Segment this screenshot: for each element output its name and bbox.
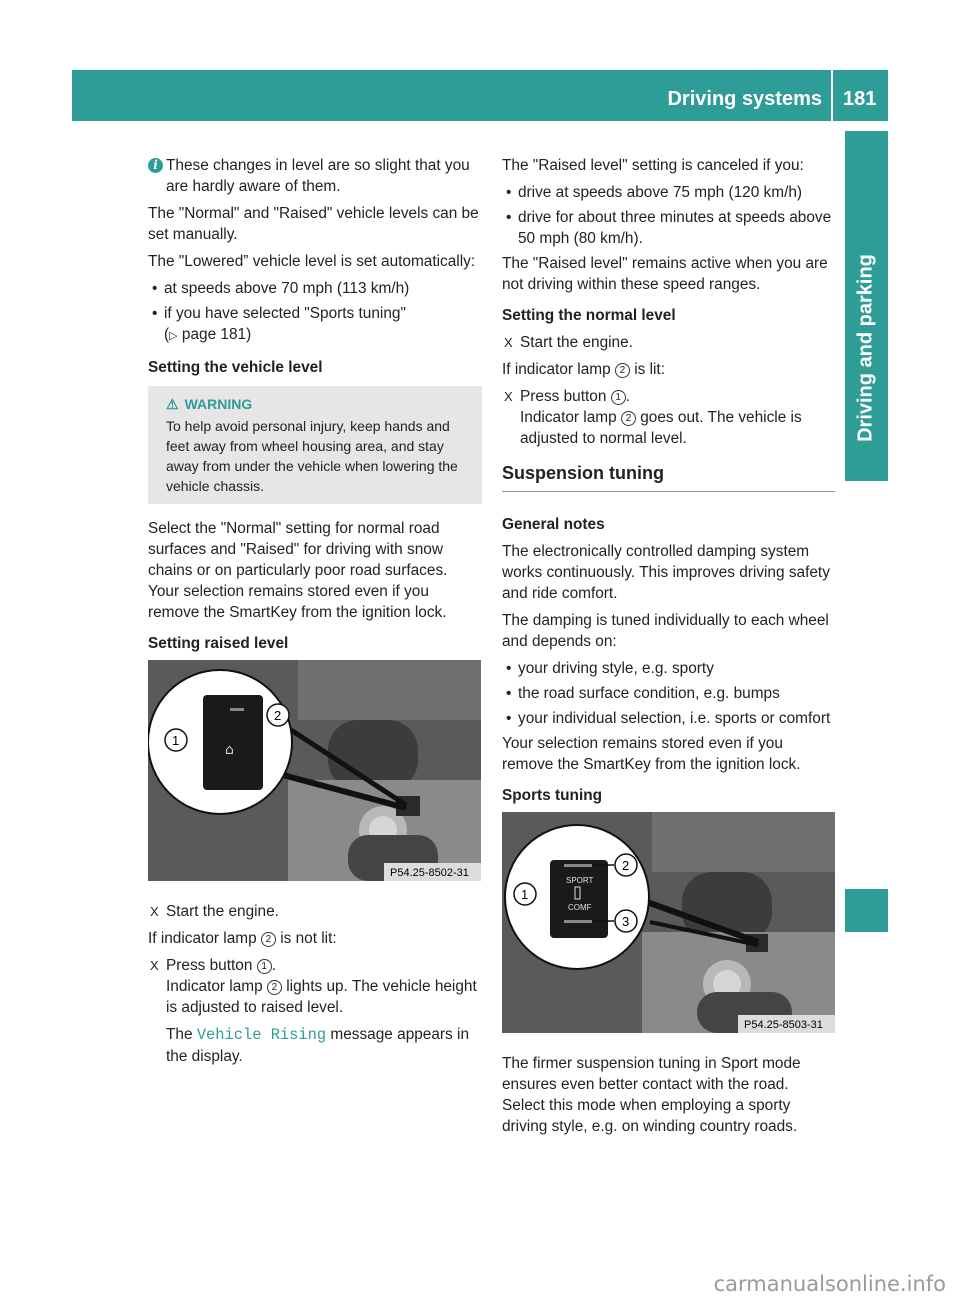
page-ref-icon: ▷ [169,330,178,342]
list-item: • drive for about three minutes at speeds above 50 mph (80 km/h). [506,209,832,247]
bullet-icon: • [506,184,512,201]
paragraph-select: Select the "Normal" setting for normal road surfaces and "Raised" for driving with snow chains or on particularly poor road surfaces. Your selection remains stored even if you remove the SmartKey from the ignition lock. [148,520,448,621]
display-message: Vehicle Rising [196,1026,327,1044]
heading-setting-level: Setting the vehicle level [148,359,323,376]
list-item: • at speeds above 70 mph (113 km/h) [152,280,410,297]
heading-sports-tuning: Sports tuning [502,787,603,804]
step-press-button: X Press button 1 . Indicator lamp 2 goes out. The vehicle is adjusted to normal level. [504,388,802,447]
header-divider [831,70,833,121]
figure-raised-level-button [148,660,481,881]
list-item: • your individual selection, i.e. sports or comfort [506,710,831,727]
info-icon: i [148,158,163,173]
left-column [148,155,482,1073]
paragraph-sport-mode: The firmer suspension tuning in Sport mode ensures even better contact with the road. Select this mode when employing a sporty driving style, e.g. on winding country roads. [502,1055,801,1135]
bullet-icon: • [506,660,512,677]
svg-text:⌂: ⌂ [225,742,234,758]
page-number: 181 [843,88,877,110]
bullet-icon: • [506,209,512,226]
bullet-icon: • [506,710,512,727]
info-note [148,155,482,197]
heading-normal-level: Setting the normal level [502,307,676,324]
paragraph-canceled: The "Raised level" setting is canceled if you: [502,157,804,174]
step-press-button: X Press button 1 . Indicator lamp 2 lights up. The vehicle height is adjusted to raised level. The Vehicle Rising message appears in the display. [148,955,482,1067]
list-item: • your driving style, e.g. sporty [506,660,714,677]
warning-text: To help avoid personal injury, keep hands and feet away from wheel housing area, and stay away from under the vehicle when lowering the vehicle chassis. [166,418,458,494]
bullet-icon: • [152,305,158,322]
condition-lamp-lit: If indicator lamp 2 is lit: [502,361,665,378]
display-message-note: The Vehicle Rising message appears in the display. [166,1026,470,1065]
step-start-engine: X Start the engine. [150,903,279,920]
page-section-title: Driving systems [667,88,822,110]
figure-caption: P54.25-8502-31 [390,867,469,879]
step-arrow-icon: X [150,958,159,973]
figure-sports-tuning-button [502,812,835,1033]
warning-icon: ⚠ [166,396,179,412]
chapter-side-label: Driving and parking [854,254,877,442]
marker-two: 2 [621,411,636,426]
marker-three: 3 [622,914,630,929]
marker-two: 2 [622,858,630,873]
marker-two: 2 [261,932,276,947]
marker-two: 2 [274,708,282,723]
marker-one: 1 [611,390,626,405]
paragraph-stored: Your selection remains stored even if you remove the SmartKey from the ignition lock. [502,735,801,773]
step-arrow-icon: X [504,389,513,404]
sport-label: SPORT [566,876,594,885]
warning-title: ⚠ WARNING [166,396,253,412]
right-column [502,155,835,1143]
paragraph-active: The "Raised level" remains active when you are not driving within these speed ranges. [502,255,828,293]
heading-general-notes: General notes [502,516,605,533]
marker-one: 1 [257,959,272,974]
heading-raised-level: Setting raised level [148,635,289,652]
info-text: These changes in level are so slight that you are hardly aware of them. [166,157,470,195]
paragraph-manual: The "Normal" and "Raised" vehicle levels can be set manually. [148,205,479,243]
bullet-icon: • [152,280,158,297]
step-start-engine: X Start the engine. [504,334,633,351]
step-arrow-icon: X [504,335,513,350]
marker-one: 1 [521,887,529,902]
page-reference-link[interactable]: page 181 [181,326,247,343]
list-item: • drive at speeds above 75 mph (120 km/h) [506,184,803,201]
marker-one: 1 [172,733,180,748]
watermark: carmanualsonline.info [713,1272,946,1296]
paragraph-damping: The electronically controlled damping system works continuously. This improves driving safety and ride comfort. [502,543,830,602]
list-item: • the road surface condition, e.g. bumps [506,685,780,702]
comf-label: COMF [568,903,592,912]
paragraph-lowered: The "Lowered” vehicle level is set automatically: [148,253,476,270]
chapter-side-marker [845,889,888,932]
marker-two: 2 [615,363,630,378]
bullet-icon: • [506,685,512,702]
section-heading-suspension: Suspension tuning [502,463,835,492]
condition-lamp-not-lit: If indicator lamp 2 is not lit: [148,930,337,947]
step-arrow-icon: X [150,904,159,919]
paragraph-tuned: The damping is tuned individually to each wheel and depends on: [502,612,829,650]
warning-box [148,386,482,504]
figure-caption: P54.25-8503-31 [744,1019,823,1031]
marker-two: 2 [267,980,282,995]
list-item: • if you have selected "Sports tuning" (▷ page 181) [152,305,406,343]
